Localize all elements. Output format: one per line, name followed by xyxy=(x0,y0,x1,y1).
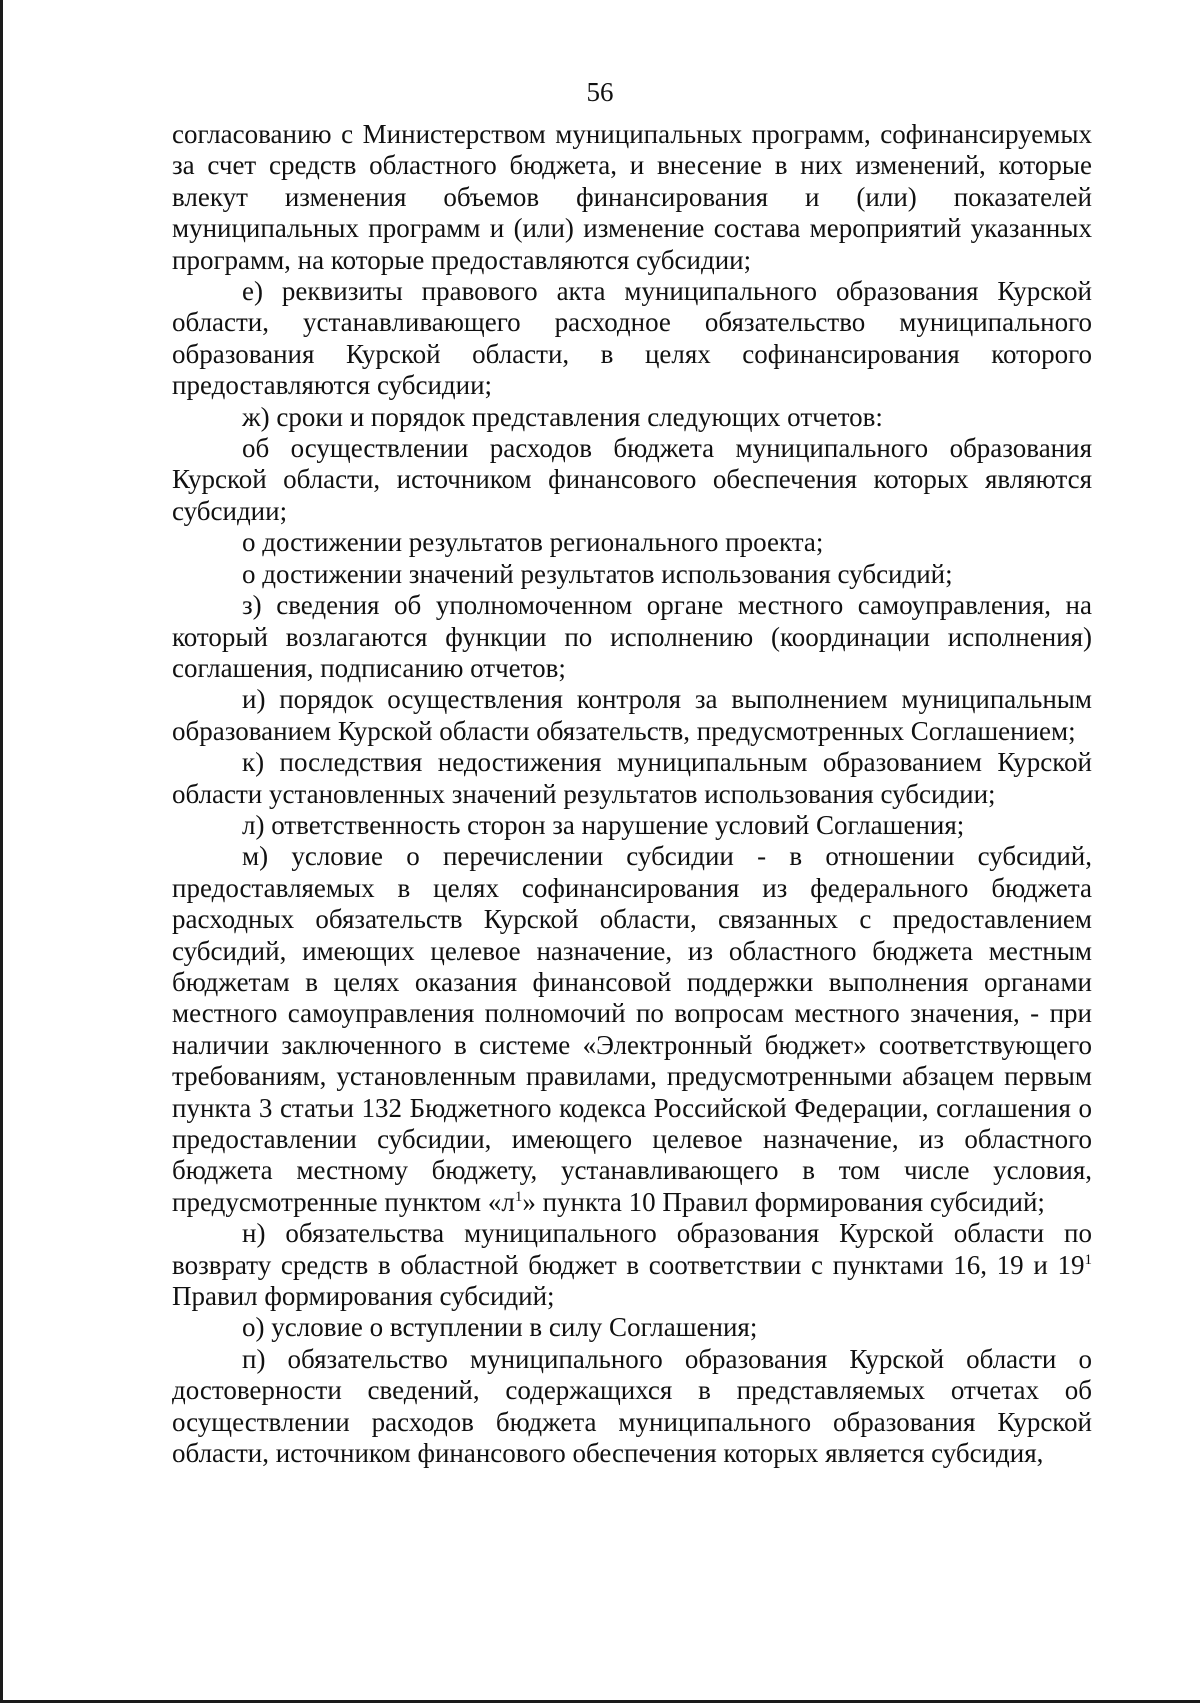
document-body xyxy=(172,119,1092,1469)
paragraph-m-superscript: 1 xyxy=(514,1188,523,1205)
page-edge-left xyxy=(0,0,3,1703)
paragraph-k: к) последствия недостижения муниципальным образованием Курской области установленных значений результатов использования субсидии; xyxy=(172,747,1092,809)
paragraph-report-project: о достижении результатов регионального проекта; xyxy=(242,527,824,558)
paragraph-l: л) ответственность сторон за нарушение условий Соглашения; xyxy=(242,809,965,840)
page-number: 56 xyxy=(586,77,614,107)
paragraph-o: о) условие о вступлении в силу Соглашения; xyxy=(242,1312,758,1343)
paragraph-n-text-end: Правил формирования субсидий; xyxy=(172,1281,555,1312)
paragraph-n xyxy=(172,1218,1092,1312)
paragraph-i: и) порядок осуществления контроля за выполнением муниципальным образованием Курской области обязательств, предусмотренных Соглашением; xyxy=(172,684,1092,746)
paragraph-n-superscript: 1 xyxy=(1084,1251,1092,1268)
paragraph-z: з) сведения об уполномоченном органе местного самоуправления, на который возлагаются функции по исполнению (координации исполнения) соглашения, подписанию отчетов; xyxy=(172,590,1092,683)
paragraph-m-text-end: » пункта 10 Правил формирования субсидий; xyxy=(522,1186,1045,1217)
paragraph-continuation: согласованию с Министерством муниципальных программ, софинансируемых за счет средств областного бюджета, и внесение в них изменений, которые влекут изменения объемов финансирования и (или) показателей муниципальных программ и (или) изменение состава мероприятий указанных программ, на которые предоставляются субсидии; xyxy=(172,119,1092,275)
paragraph-m xyxy=(172,841,1092,1218)
paragraph-report-expenses: об осуществлении расходов бюджета муниципального образования Курской области, источником финансового обеспечения которых являются субсидии; xyxy=(172,433,1092,526)
paragraph-p: п) обязательство муниципального образования Курской области о достоверности сведений, содержащихся в представляемых отчетах об осуществлении расходов бюджета муниципального образования Курской области, источником финансового обеспечения которых является субсидия, xyxy=(172,1343,1092,1469)
paragraph-e: е) реквизиты правового акта муниципального образования Курской области, устанавливающего расходное обязательство муниципального образования Курской области, в целях софинансирования которого предоставляются субсидии; xyxy=(172,276,1092,401)
paragraph-report-values: о достижении значений результатов использования субсидий; xyxy=(242,558,953,589)
paragraph-zh: ж) сроки и порядок представления следующих отчетов: xyxy=(242,401,883,432)
paragraph-m-text: м) условие о перечислении субсидии - в отношении субсидий, предоставляемых в целях софинансирования из федерального бюджета расходных обязательств Курской области, связанных с предоставлением субсидий, имеющих целевое назначение, из областного бюджета местным бюджетам в целях оказания финансовой поддержки выполнения органами местного самоуправления полномочий по вопросам местного значения, - при наличии заключенного в системе «Электронный бюджет» соответствующего требованиям, установленным правилами, предусмотренными абзацем первым пункта 3 статьи 132 Бюджетного кодекса Российской Федерации, соглашения о предоставлении субсидии, имеющего целевое назначение, из областного бюджета местному бюджету, устанавливающего в том числе условия, предусмотренные пунктом «л xyxy=(172,841,1092,1217)
paragraph-n-text: н) обязательства муниципального образования Курской области по возврату средств в областной бюджет в соответствии с пунктами 16, 19 и 19 xyxy=(172,1218,1092,1280)
